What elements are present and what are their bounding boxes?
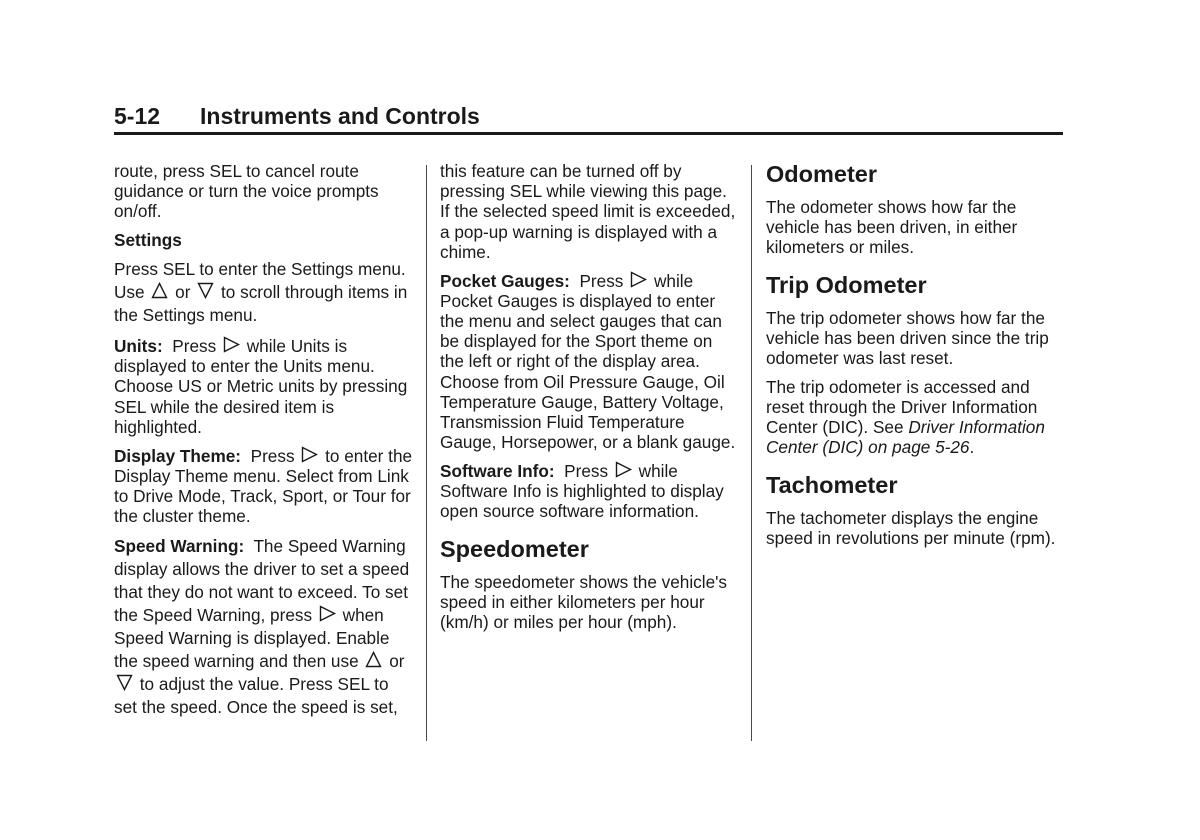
up-triangle-icon bbox=[365, 651, 382, 668]
paragraph-settings: Press SEL to enter the Settings menu. Use or to scroll through items in the Settings menu. bbox=[114, 259, 408, 326]
paragraph-software-info: Software Info: Press while Software Info is highlighted to display open source software information. bbox=[440, 461, 724, 522]
right-triangle-icon bbox=[615, 461, 632, 478]
column-divider bbox=[426, 165, 427, 741]
column-2 bbox=[440, 161, 740, 641]
page-number: 5-12 bbox=[114, 103, 161, 129]
cross-reference-link[interactable]: Driver Information Center (DIC) on page 5-26 bbox=[766, 417, 1045, 458]
paragraph-odometer: The odometer shows how far the vehicle has been driven, in either kilometers or miles. bbox=[766, 197, 1018, 258]
paragraph-tachometer: The tachometer displays the engine speed in revolutions per minute (rpm). bbox=[766, 507, 1056, 548]
term-pocket-gauges: Pocket Gauges: bbox=[440, 270, 570, 291]
term-display-theme: Display Theme: bbox=[114, 445, 242, 466]
paragraph-trip-odometer: The trip odometer shows how far the vehicle has been driven since the trip odometer was last reset. bbox=[766, 307, 1049, 369]
paragraph-units: Units: Press while Units is displayed to enter the Units menu. Choose US or Metric units by pressing SEL while the desired item is highlighted. bbox=[114, 336, 408, 437]
up-triangle-icon bbox=[151, 282, 168, 299]
column-3 bbox=[766, 161, 1066, 557]
speedometer-heading: Speedometer bbox=[440, 535, 589, 562]
right-triangle-icon bbox=[630, 271, 647, 288]
settings-heading: Settings bbox=[114, 230, 182, 251]
right-triangle-icon bbox=[223, 336, 240, 353]
down-triangle-icon bbox=[197, 282, 214, 299]
paragraph-pocket-gauges: Pocket Gauges: Press while Pocket Gauges is displayed to enter the menu and select gauges that can be displayed for the Sport theme on the left or right of the display area. Choose from Oil Pressure Gauge, Oil Temperature Gauge, Battery Voltage, Transmission Fluid Temperature Gauge, Horsepower, or a blank gauge. bbox=[440, 270, 736, 453]
paragraph-speed-warning-cont: this feature can be turned off by pressing SEL while viewing this page. If the selected speed limit is exceeded, a pop-up warning is displayed with a chime. bbox=[440, 161, 736, 262]
trip-odometer-heading: Trip Odometer bbox=[766, 271, 927, 298]
down-triangle-icon bbox=[116, 674, 133, 691]
chapter-title: Instruments and Controls bbox=[200, 103, 480, 129]
paragraph-speed-warning: Speed Warning: The Speed Warning display allows the driver to set a speed that they do not want to exceed. To set the Speed Warning, press when Speed Warning is displayed. Enable the speed warning and then use or to adjust the value. Press SEL to set the speed. Once the speed is set, bbox=[114, 536, 410, 718]
page-header bbox=[114, 100, 1063, 135]
paragraph-trip-odometer-reset: The trip odometer is accessed and reset through the Driver Information Center (DIC). See Driver Information Center (DIC) on page 5-26. bbox=[766, 376, 1045, 458]
right-triangle-icon bbox=[301, 446, 318, 463]
term-software-info: Software Info: bbox=[440, 461, 555, 482]
term-units: Units: bbox=[114, 336, 163, 356]
term-speed-warning: Speed Warning: bbox=[114, 536, 245, 557]
paragraph-display-theme: Display Theme: Press to enter the Display Theme menu. Select from Link to Drive Mode, Track, Sport, or Tour for the cluster theme. bbox=[114, 445, 413, 527]
tachometer-heading: Tachometer bbox=[766, 471, 898, 498]
column-divider bbox=[751, 165, 752, 741]
paragraph-speedometer: The speedometer shows the vehicle's speed in either kilometers per hour (km/h) or miles per hour (mph). bbox=[440, 571, 728, 633]
column-1 bbox=[114, 161, 414, 728]
right-triangle-icon bbox=[319, 605, 336, 622]
odometer-heading: Odometer bbox=[766, 161, 877, 187]
paragraph-intro: route, press SEL to cancel route guidance or turn the voice prompts on/off. bbox=[114, 161, 379, 222]
